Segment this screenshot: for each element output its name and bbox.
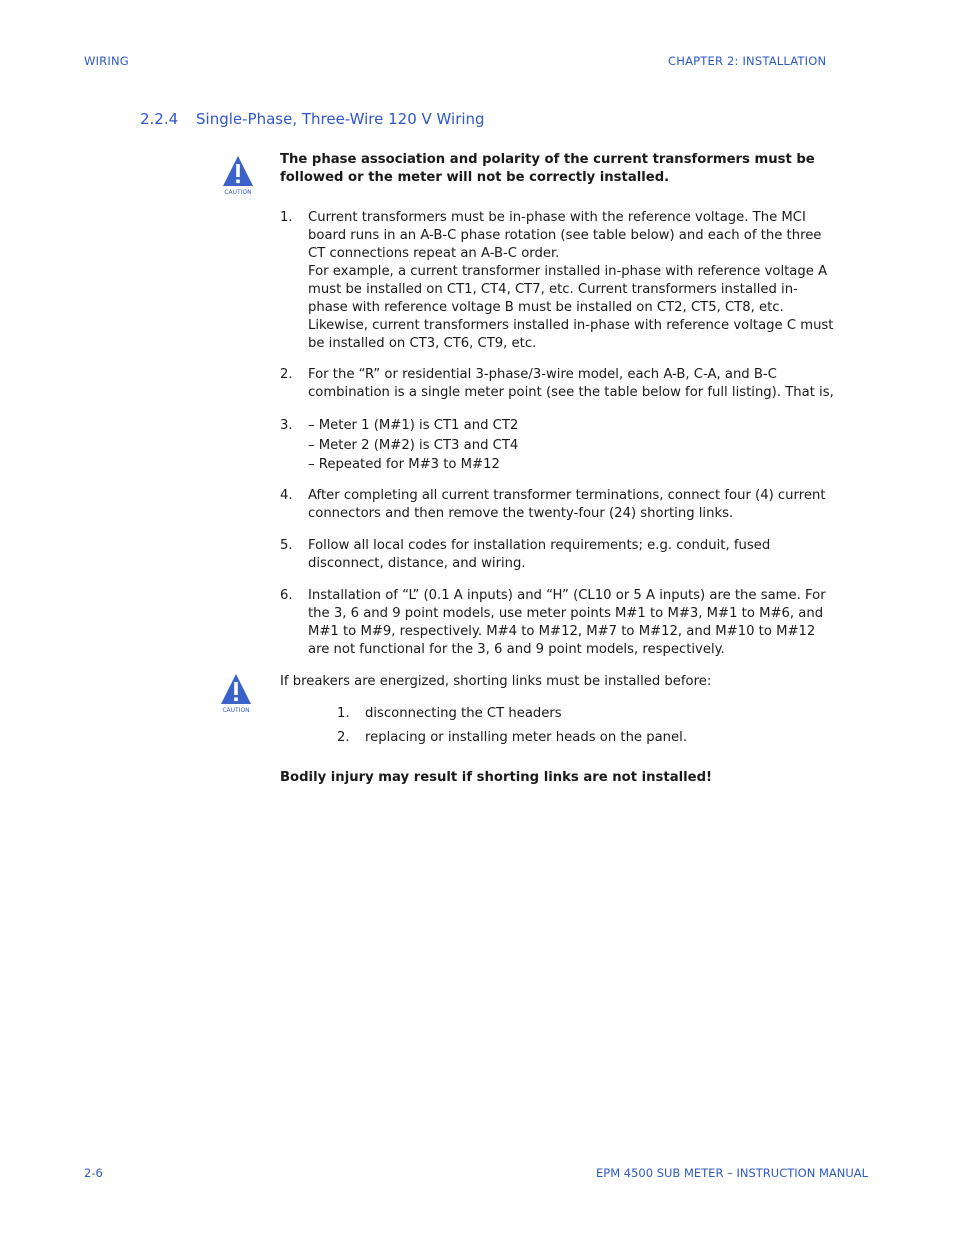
list-item — [280, 587, 836, 659]
list-item — [280, 209, 836, 353]
list-item-text: Installation of “L” (0.1 A inputs) and “H” (CL10 or 5 A inputs) are the same. For the 3, 6 and 9 point models, use meter points M#1 to M#3, M#1 to M#6, and M#1 to M#9, respectively. M#4 to M#12, M#7 to M#12, and M#10 to M#12 are not functional for the 3, 6 and 9 point models, respectively. — [308, 588, 826, 657]
caution-icon — [219, 672, 253, 714]
list-item-text: For the “R” or residential 3-phase/3-wire model, each A-B, C-A, and B-C combination is a single meter point (see the table below for full listing). That is, — [308, 367, 834, 400]
page-number: 2-6 — [84, 1166, 103, 1180]
list-item-text: For example, a current transformer installed in-phase with reference voltage A must be installed on CT1, CT4, CT7, etc. Current transformers installed in-phase with reference voltage B must be installed on CT2, CT5, CT8, etc. Likewise, current transformers installed in-phase with reference voltage C must be installed on CT3, CT6, CT9, etc. — [308, 264, 834, 351]
list-item-text: Follow all local codes for installation requirements; e.g. conduit, fused disconnect, distance, and wiring. — [308, 538, 771, 571]
list-item — [280, 487, 836, 523]
sub-list-item-number: 2. — [337, 730, 350, 745]
running-header-left: WIRING — [84, 54, 129, 68]
section-heading — [140, 110, 485, 128]
caution-icon-label: CAUTION — [224, 189, 252, 196]
sub-list-item-number: 1. — [337, 706, 350, 721]
list-item-text: – Meter 2 (M#2) is CT3 and CT4 — [308, 437, 519, 453]
caution-icon-label: CAUTION — [222, 707, 250, 714]
list-item — [280, 366, 836, 402]
list-item-number: 2. — [280, 367, 293, 382]
list-item-number: 5. — [280, 538, 293, 553]
sub-list-item — [337, 729, 817, 747]
list-item-text: – Repeated for M#3 to M#12 — [308, 457, 500, 472]
sub-list-item — [337, 705, 817, 723]
manual-title-footer: EPM 4500 SUB METER – INSTRUCTION MANUAL — [596, 1166, 869, 1180]
warning-polarity: The phase association and polarity of the current transformers must be followed or the meter will not be correctly installed. — [280, 152, 815, 185]
list-item-text: After completing all current transformer terminations, connect four (4) current connectors and then remove the twenty-four (24) shorting links. — [308, 488, 826, 521]
running-header-right: CHAPTER 2: INSTALLATION — [668, 54, 827, 68]
list-item — [280, 416, 836, 475]
list-item-number: 3. — [280, 418, 293, 433]
injury-warning: Bodily injury may result if shorting links are not installed! — [280, 770, 713, 785]
sub-list-item-text: replacing or installing meter heads on the panel. — [365, 730, 688, 745]
list-item-number: 4. — [280, 488, 293, 503]
list-item-number: 1. — [280, 210, 293, 225]
section-title-text: Single-Phase, Three-Wire 120 V Wiring — [196, 110, 485, 128]
list-item-text: – Meter 1 (M#1) is CT1 and CT2 — [308, 418, 519, 433]
list-item-number: 6. — [280, 588, 293, 603]
breaker-warning-intro: If breakers are energized, shorting links must be installed before: — [280, 674, 712, 689]
list-item-text: Current transformers must be in-phase with the reference voltage. The MCI board runs in an A-B-C phase rotation (see table below) and each of the three CT connections repeat an A-B-C order. — [308, 210, 822, 261]
caution-icon — [221, 154, 255, 196]
list-item — [280, 537, 836, 573]
sub-list-item-text: disconnecting the CT headers — [365, 706, 562, 721]
section-number: 2.2.4 — [140, 110, 179, 128]
